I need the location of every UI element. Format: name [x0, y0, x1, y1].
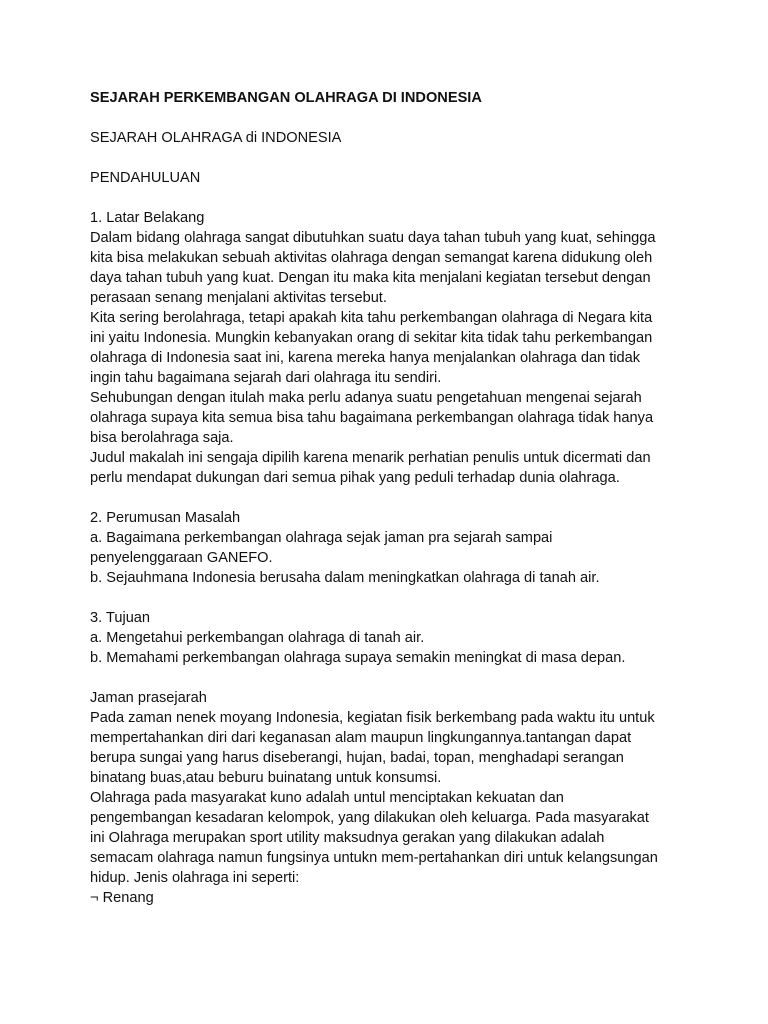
section-heading-jaman-prasejarah: Jaman prasejarah [90, 690, 207, 706]
paragraph-line: daya tahan tubuh yang kuat. Dengan itu maka kita menjalani kegiatan tersebut dengan [90, 270, 651, 286]
section-latar-belakang [90, 208, 708, 488]
paragraph-line: Dalam bidang olahraga sangat dibutuhkan suatu daya tahan tubuh yang kuat, sehingga [90, 230, 656, 246]
section-heading-latar-belakang: 1. Latar Belakang [90, 210, 205, 226]
document-title: SEJARAH PERKEMBANGAN OLAHRAGA DI INDONESIA [90, 90, 482, 106]
paragraph-line: olahraga di Indonesia saat ini, karena mereka hanya menjalankan olahraga dan tidak [90, 350, 641, 366]
paragraph-line: Sehubungan dengan itulah maka perlu adanya suatu pengetahuan mengenai sejarah [90, 390, 642, 406]
paragraph-line: ini Olahraga merupakan sport utility maksudnya gerakan yang dilakukan adalah [90, 830, 605, 846]
intro-heading: PENDAHULUAN [90, 170, 201, 186]
document-subtitle: SEJARAH OLAHRAGA di INDONESIA [90, 130, 342, 146]
paragraph-line: Olahraga pada masyarakat kuno adalah untul menciptakan kekuatan dan [90, 790, 564, 806]
paragraph-line: binatang buas,atau beburu buinatang untuk konsumsi. [90, 770, 442, 786]
paragraph-line: pengembangan kesadaran kelompok, yang dilakukan oleh keluarga. Pada masyarakat [90, 810, 649, 826]
paragraph-line: Kita sering berolahraga, tetapi apakah kita tahu perkembangan olahraga di Negara kita [90, 310, 653, 326]
paragraph-line: mempertahankan diri dari keganasan alam maupun lingkungannya.tantangan dapat [90, 730, 632, 746]
paragraph-line: hidup. Jenis olahraga ini seperti: [90, 870, 300, 886]
section-jaman-prasejarah [90, 688, 708, 908]
paragraph-line: Judul makalah ini sengaja dipilih karena menarik perhatian penulis untuk dicermati dan [90, 450, 651, 466]
list-item: a. Bagaimana perkembangan olahraga sejak jaman pra sejarah sampai [90, 530, 553, 546]
list-item: b. Sejauhmana Indonesia berusaha dalam meningkatkan olahraga di tanah air. [90, 570, 600, 586]
section-heading-tujuan: 3. Tujuan [90, 610, 151, 626]
paragraph-line: berupa sungai yang harus diseberangi, hujan, badai, topan, menghadapi serangan [90, 750, 624, 766]
section-perumusan-masalah [90, 508, 708, 588]
paragraph-line: olahraga supaya kita semua bisa tahu bagaimana perkembangan olahraga tidak hanya [90, 410, 654, 426]
list-item: b. Memahami perkembangan olahraga supaya semakin meningkat di masa depan. [90, 650, 626, 666]
section-heading-perumusan-masalah: 2. Perumusan Masalah [90, 510, 241, 526]
list-item: ¬ Renang [90, 890, 154, 906]
paragraph-line: kita bisa melakukan sebuah aktivitas olahraga dengan semangat karena didukung oleh [90, 250, 653, 266]
list-item: penyelenggaraan GANEFO. [90, 550, 273, 566]
paragraph-line: semacam olahraga namun fungsinya untukn mem-pertahankan diri untuk kelangsungan [90, 850, 658, 866]
paragraph-line: ingin tahu bagaimana sejarah dari olahraga itu sendiri. [90, 370, 442, 386]
paragraph-line: perasaan senang menjalani aktivitas tersebut. [90, 290, 387, 306]
paragraph-line: perlu mendapat dukungan dari semua pihak yang peduli terhadap dunia olahraga. [90, 470, 620, 486]
paragraph-line: Pada zaman nenek moyang Indonesia, kegiatan fisik berkembang pada waktu itu untuk [90, 710, 655, 726]
section-tujuan [90, 608, 708, 668]
list-item: a. Mengetahui perkembangan olahraga di tanah air. [90, 630, 425, 646]
paragraph-line: bisa berolahraga saja. [90, 430, 234, 446]
paragraph-line: ini yaitu Indonesia. Mungkin kebanyakan orang di sekitar kita tidak tahu perkembangan [90, 330, 653, 346]
